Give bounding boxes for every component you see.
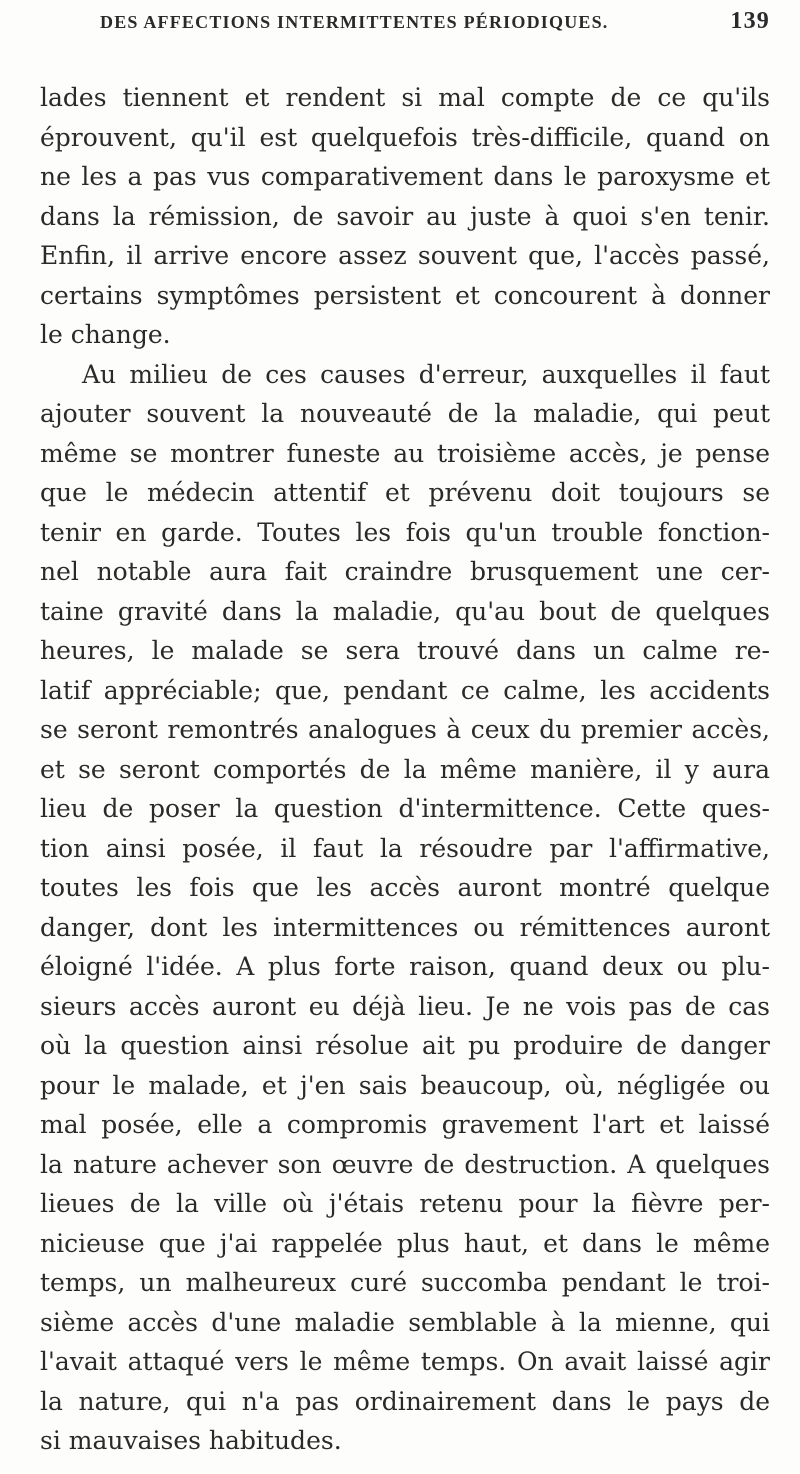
text-line: lieues de la ville où j'étais retenu pour la fièvre per-	[40, 1189, 770, 1218]
text-line: même se montrer funeste au troisième accès, je pense	[40, 438, 770, 468]
text-line: temps, un malheureux curé succomba pendant le troi-	[40, 1268, 770, 1297]
text-line: la nature, qui n'a pas ordinairement dans le pays de	[40, 1386, 770, 1416]
text-line: l'avait attaqué vers le même temps. On avait laissé agir	[40, 1347, 770, 1376]
text-line: danger, dont les intermittences ou rémittences auront	[40, 912, 770, 942]
text-line: sième accès d'une maladie semblable à la mienne, qui	[40, 1307, 770, 1337]
text-line: lades tiennent et rendent si mal compte de ce qu'ils	[40, 83, 770, 112]
text-line: éprouvent, qu'il est quelquefois très-difficile, quand on	[40, 122, 770, 152]
text-line: la nature achever son œuvre de destruction. A quelques	[40, 1149, 770, 1179]
running-header	[100, 8, 780, 38]
text-line: ne les a pas vus comparativement dans le paroxysme et	[40, 162, 770, 191]
text-line: dans la rémission, de savoir au juste à quoi s'en tenir.	[40, 201, 770, 231]
text-line: Au milieu de ces causes d'erreur, auxquelles il faut	[82, 359, 770, 389]
text-line: certains symptômes persistent et concourent à donner	[40, 280, 770, 310]
text-line: que le médecin attentif et prévenu doit toujours se	[40, 478, 770, 507]
text-line: heures, le malade se sera trouvé dans un calme re-	[40, 636, 770, 665]
running-title: DES AFFECTIONS INTERMITTENTES PÉRIODIQUES.	[100, 12, 609, 32]
text-line: tion ainsi posée, il faut la résoudre par l'affirmative,	[40, 833, 770, 863]
text-line: et se seront comportés de la même manière, il y aura	[40, 754, 770, 784]
text-line: se seront remontrés analogues à ceux du premier accès,	[40, 715, 770, 744]
text-line: latif appréciable; que, pendant ce calme, les accidents	[40, 675, 770, 705]
text-line: pour le malade, et j'en sais beaucoup, où, négligée ou	[40, 1070, 770, 1100]
text-line: nicieuse que j'ai rappelée plus haut, et dans le même	[40, 1228, 770, 1258]
text-line: tenir en garde. Toutes les fois qu'un trouble fonction-	[40, 517, 770, 547]
text-line: mal posée, elle a compromis gravement l'art et laissé	[40, 1110, 770, 1139]
text-line: où la question ainsi résolue ait pu produire de danger	[40, 1031, 770, 1060]
text-line: ajouter souvent la nouveauté de la maladie, qui peut	[40, 399, 770, 428]
text-line: toutes les fois que les accès auront montré quelque	[40, 873, 770, 902]
text-line: lieu de poser la question d'intermittence. Cette ques-	[40, 794, 770, 823]
text-line: éloigné l'idée. A plus forte raison, quand deux ou plu-	[40, 952, 770, 981]
body-text	[40, 78, 770, 1461]
text-line: Enfin, il arrive encore assez souvent que, l'accès passé,	[40, 241, 770, 270]
text-line: sieurs accès auront eu déjà lieu. Je ne vois pas de cas	[40, 991, 770, 1021]
text-line: nel notable aura fait craindre brusquement une cer-	[40, 557, 770, 586]
text-line: le change.	[40, 320, 171, 349]
text-line: taine gravité dans la maladie, qu'au bout de quelques	[40, 596, 770, 626]
text-line: si mauvaises habitudes.	[40, 1426, 342, 1455]
page-number: 139	[730, 8, 770, 34]
